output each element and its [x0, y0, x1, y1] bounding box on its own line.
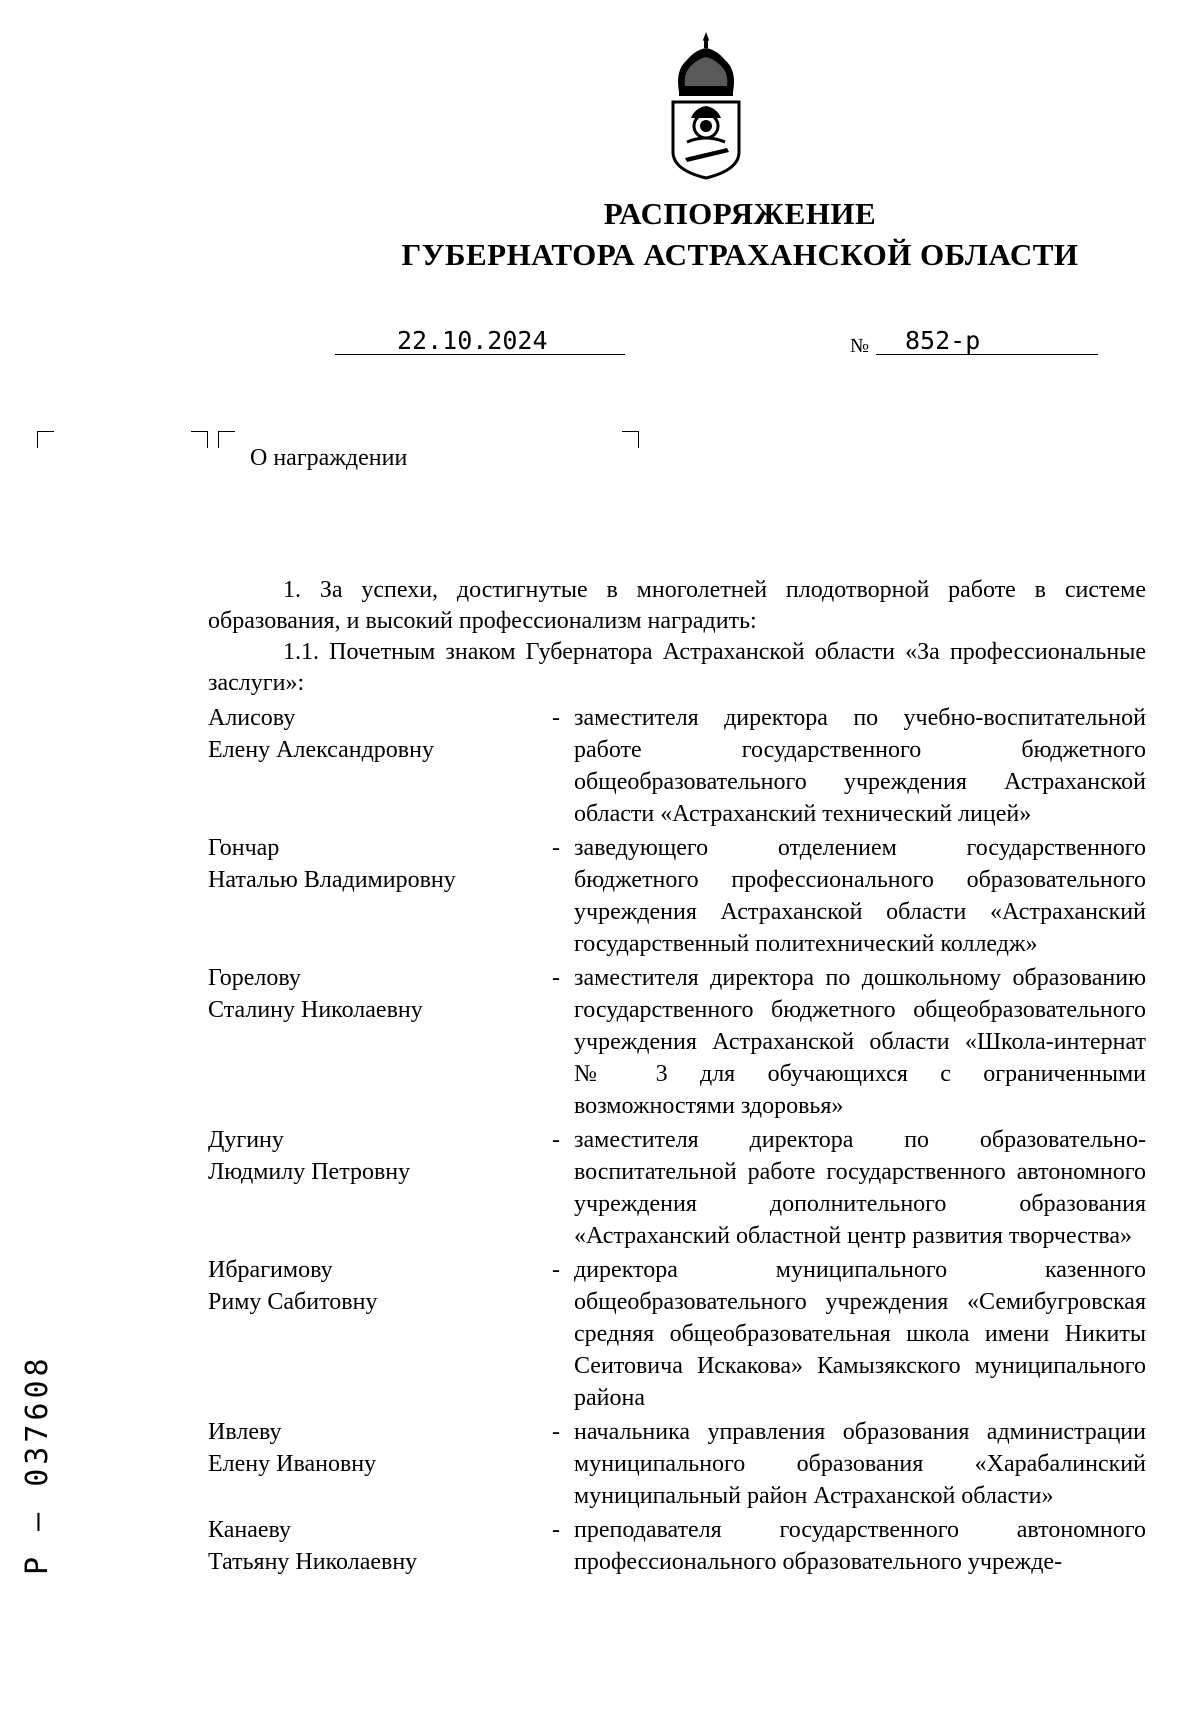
awardee-given-names: Сталину Николаевну	[208, 997, 423, 1023]
document-type-title: РАСПОРЯЖЕНИЕ	[603, 196, 877, 231]
awardee-dash: -	[552, 835, 560, 861]
awardee-position: заместителя директора по дошкольному образованию государственного бюджетного общеобразовательного учреждения Астраханской области «Школа-интернат № 3 для обучающихся с ограниченными возможностями здоровья»	[574, 965, 1146, 1119]
awardee-row	[208, 1416, 1146, 1512]
awardee-given-names: Людмилу Петровну	[208, 1159, 411, 1185]
awardee-position: преподавателя государственного автономного профессионального образовательного учрежде-	[574, 1517, 1146, 1575]
document-number: 852-р	[905, 326, 981, 355]
awardee-surname: Алисову	[208, 705, 296, 731]
paragraph-1: 1. За успехи, достигнутые в многолетней плодотворной работе в системе образования, и высокий профессионализм наградить:	[208, 577, 1146, 634]
awardee-dash: -	[552, 1517, 560, 1543]
corner-mark-left	[37, 431, 54, 448]
awardee-row	[208, 1254, 1146, 1414]
awardee-given-names: Елену Ивановну	[208, 1451, 377, 1477]
document-date: 22.10.2024	[397, 326, 548, 355]
awardee-surname: Ивлеву	[208, 1419, 282, 1445]
awardee-surname: Ибрагимову	[208, 1257, 333, 1283]
awardee-surname: Дугину	[208, 1127, 284, 1153]
awardee-given-names: Елену Александровну	[208, 737, 434, 763]
awardee-dash: -	[552, 1257, 560, 1283]
awardee-position: начальника управления образования администрации муниципального образования «Харабалинский муниципальный район Астраханской области»	[574, 1419, 1146, 1509]
awardee-name	[208, 1254, 538, 1414]
date-underline	[335, 354, 625, 355]
coat-of-arms-icon	[665, 30, 747, 180]
corner-mark-subject-left	[218, 431, 235, 448]
awardee-dash: -	[552, 1127, 560, 1153]
awardee-given-names: Татьяну Николаевну	[208, 1549, 418, 1575]
awardee-name	[208, 1416, 538, 1512]
awardee-dash: -	[552, 1419, 560, 1445]
awardee-position: директора муниципального казенного общеобразовательного учреждения «Семибугровская средняя общеобразовательная школа имени Никиты Сеитовича Искакова» Камызякского муниципального района	[574, 1257, 1146, 1411]
awardee-row	[208, 962, 1146, 1122]
awardee-name	[208, 962, 538, 1122]
awardee-row	[208, 1124, 1146, 1252]
paragraph-1-1: 1.1. Почетным знаком Губернатора Астраханской области «За профессиональные заслуги»:	[208, 639, 1146, 696]
awardee-given-names: Риму Сабитовну	[208, 1289, 378, 1315]
awardee-position: заместителя директора по образовательно-воспитательной работе государственного автономного учреждения дополнительного образования «Астраханский областной центр развития творчества»	[574, 1127, 1146, 1249]
number-underline	[876, 354, 1098, 355]
awardee-row	[208, 832, 1146, 960]
issuer-title: ГУБЕРНАТОРА АСТРАХАНСКОЙ ОБЛАСТИ	[401, 237, 1079, 272]
awardee-surname: Горелову	[208, 965, 301, 991]
awardee-given-names: Наталью Владимировну	[208, 867, 456, 893]
awardee-name	[208, 832, 538, 960]
awardee-surname: Гончар	[208, 835, 280, 861]
awardee-row	[208, 1514, 1146, 1578]
awardee-name	[208, 1514, 538, 1578]
corner-mark-subject-right	[191, 431, 208, 448]
awardee-position: заведующего отделением государственного бюджетного профессионального образовательного учреждения Астраханской области «Астраханский государственный политехнический колледж»	[574, 835, 1146, 957]
awardee-dash: -	[552, 965, 560, 991]
corner-mark-right	[622, 431, 639, 448]
awardee-list	[208, 702, 1146, 1578]
awardee-name	[208, 702, 538, 830]
awardee-surname: Канаеву	[208, 1517, 292, 1543]
number-sign: №	[850, 335, 870, 357]
awardee-name	[208, 1124, 538, 1252]
form-serial-number: Р – 037608	[20, 1354, 55, 1575]
awardee-row	[208, 702, 1146, 830]
subject-line: О награждении	[250, 445, 408, 471]
awardee-dash: -	[552, 705, 560, 731]
awardee-position: заместителя директора по учебно-воспитательной работе государственного бюджетного общеобразовательного учреждения Астраханской области «Астраханский технический лицей»	[574, 705, 1146, 827]
